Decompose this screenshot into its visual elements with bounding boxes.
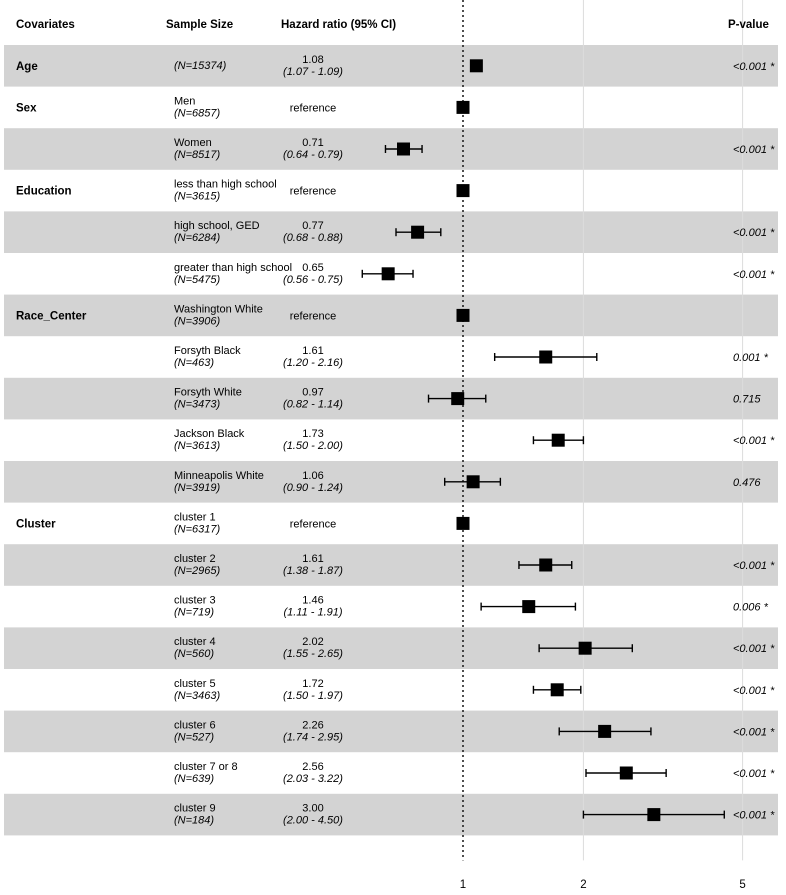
confidence-interval: (0.90 - 1.24)	[283, 481, 343, 494]
header-hazard-ratio: Hazard ratio (95% CI)	[281, 19, 397, 31]
hazard-ratio-value: 0.77	[302, 220, 324, 233]
confidence-interval: (1.50 - 1.97)	[283, 689, 343, 702]
p-value: <0.001 *	[733, 768, 775, 780]
p-value: 0.715	[733, 393, 761, 406]
confidence-interval: (1.50 - 2.00)	[283, 440, 343, 453]
header-sample-size: Sample Size	[166, 19, 234, 31]
covariate-group: Cluster	[16, 518, 56, 531]
confidence-interval: (1.74 - 2.95)	[283, 731, 343, 744]
confidence-interval: (1.55 - 2.65)	[283, 648, 343, 661]
header-covariates: Covariates	[16, 19, 75, 31]
p-value: <0.001 *	[733, 60, 775, 73]
covariate-label: high school, GED	[174, 220, 260, 233]
sample-size: (N=15374)	[174, 59, 227, 72]
covariate-group: Age	[16, 60, 38, 73]
covariate-label: greater than high school	[174, 261, 293, 274]
estimate-marker	[457, 517, 470, 530]
sample-size: (N=8517)	[174, 149, 221, 161]
sample-size: (N=719)	[174, 606, 215, 619]
p-value: <0.001 *	[733, 726, 775, 739]
confidence-interval: (0.82 - 1.14)	[283, 398, 343, 411]
hazard-ratio-value: 1.46	[302, 594, 324, 607]
estimate-marker	[457, 101, 470, 114]
estimate-marker	[551, 683, 564, 696]
p-value: 0.001 *	[733, 352, 768, 364]
sample-size: (N=3615)	[174, 190, 221, 203]
confidence-interval: (1.20 - 2.16)	[283, 357, 343, 369]
estimate-marker	[382, 267, 395, 280]
hazard-ratio-value: 1.61	[302, 553, 324, 565]
confidence-interval: (1.07 - 1.09)	[283, 65, 343, 78]
x-tick-label: 5	[739, 879, 746, 891]
covariate-label: Forsyth Black	[174, 345, 241, 357]
sample-size: (N=184)	[174, 814, 215, 827]
row-band	[4, 544, 778, 586]
p-value: <0.001 *	[733, 144, 775, 156]
hazard-ratio-value: 2.26	[302, 719, 324, 732]
sample-size: (N=560)	[174, 648, 215, 661]
covariate-label: Washington White	[174, 303, 263, 316]
confidence-interval: (0.64 - 0.79)	[283, 149, 343, 161]
covariate-label: cluster 3	[174, 594, 216, 607]
p-value: <0.001 *	[733, 809, 775, 822]
sample-size: (N=6857)	[174, 107, 221, 120]
confidence-interval: (1.11 - 1.91)	[283, 606, 343, 619]
p-value: 0.006 *	[733, 601, 768, 614]
estimate-marker	[598, 725, 611, 738]
covariate-label: Men	[174, 95, 196, 108]
hazard-ratio-value: 0.65	[302, 261, 324, 274]
row-band	[4, 627, 778, 669]
estimate-marker	[647, 808, 660, 821]
covariate-label: Forsyth White	[174, 386, 242, 399]
estimate-marker	[539, 351, 552, 364]
p-value: <0.001 *	[733, 435, 775, 448]
row-band	[4, 295, 778, 337]
confidence-interval: (1.38 - 1.87)	[283, 565, 343, 577]
covariate-label: cluster 6	[174, 719, 216, 732]
sample-size: (N=2965)	[174, 565, 221, 577]
estimate-marker	[620, 767, 633, 780]
hazard-ratio-value: 1.72	[302, 677, 324, 690]
sample-size: (N=527)	[174, 731, 215, 744]
hazard-ratio-value: 2.56	[302, 761, 324, 773]
estimate-marker	[522, 600, 535, 613]
hazard-ratio-value: 2.02	[302, 636, 324, 649]
row-band	[4, 45, 778, 87]
covariate-group: Sex	[16, 102, 37, 115]
covariate-label: Women	[174, 137, 212, 149]
p-value: 0.476	[733, 476, 761, 489]
sample-size: (N=5475)	[174, 273, 221, 286]
covariate-group: Race_Center	[16, 310, 87, 323]
sample-size: (N=6317)	[174, 523, 221, 536]
sample-size: (N=463)	[174, 357, 215, 369]
covariate-label: cluster 1	[174, 511, 216, 524]
p-value: <0.001 *	[733, 684, 775, 697]
hazard-ratio-value: reference	[289, 102, 337, 115]
hazard-ratio-value: 0.71	[302, 137, 324, 149]
hazard-ratio-value: 1.08	[302, 53, 324, 66]
hazard-ratio-value: 1.73	[302, 428, 324, 441]
row-band	[4, 461, 778, 503]
sample-size: (N=3613)	[174, 440, 221, 453]
hazard-ratio-value: reference	[289, 518, 337, 531]
row-band	[4, 711, 778, 753]
covariate-label: cluster 2	[174, 553, 216, 565]
p-value: <0.001 *	[733, 268, 775, 281]
p-value: <0.001 *	[733, 560, 775, 572]
estimate-marker	[467, 475, 480, 488]
confidence-interval: (2.03 - 3.22)	[283, 773, 343, 785]
p-value: <0.001 *	[733, 227, 775, 240]
covariate-label: cluster 7 or 8	[174, 761, 238, 773]
estimate-marker	[411, 226, 424, 239]
sample-size: (N=639)	[174, 773, 215, 785]
sample-size: (N=3906)	[174, 315, 221, 328]
confidence-interval: (0.68 - 0.88)	[283, 232, 343, 245]
sample-size: (N=3473)	[174, 398, 221, 411]
confidence-interval: (2.00 - 4.50)	[283, 814, 343, 827]
covariate-label: Minneapolis White	[174, 469, 264, 482]
covariate-label: Jackson Black	[174, 428, 245, 441]
row-bands	[4, 45, 778, 835]
estimate-marks	[362, 59, 724, 821]
row-band	[4, 378, 778, 420]
header-p-value: P-value	[728, 19, 769, 31]
covariate-group: Education	[16, 185, 72, 198]
hazard-ratio-value: reference	[289, 310, 337, 323]
estimate-marker	[552, 434, 565, 447]
hazard-ratio-value: 1.61	[302, 345, 324, 357]
covariate-label: cluster 4	[174, 636, 216, 649]
hazard-ratio-value: reference	[289, 185, 337, 198]
estimate-marker	[457, 309, 470, 322]
estimate-marker	[397, 143, 410, 156]
x-tick-label: 1	[459, 879, 467, 891]
hazard-ratio-value: 1.06	[302, 469, 324, 482]
estimate-marker	[457, 184, 470, 197]
x-tick-label: 2	[580, 879, 587, 891]
hazard-ratio-value: 3.00	[302, 802, 324, 815]
estimate-marker	[539, 559, 552, 572]
estimate-marker	[470, 59, 483, 72]
confidence-interval: (0.56 - 0.75)	[283, 273, 343, 286]
estimate-marker	[579, 642, 592, 655]
x-axis-ticks	[460, 879, 746, 891]
covariate-label: cluster 9	[174, 802, 216, 815]
estimate-marker	[451, 392, 464, 405]
sample-size: (N=3919)	[174, 481, 221, 494]
row-band	[4, 211, 778, 253]
p-value: <0.001 *	[733, 643, 775, 656]
sample-size: (N=6284)	[174, 232, 221, 245]
covariate-label: cluster 5	[174, 677, 216, 690]
sample-size: (N=3463)	[174, 689, 221, 702]
hazard-ratio-value: 0.97	[302, 386, 324, 399]
covariate-label: less than high school	[174, 178, 277, 191]
